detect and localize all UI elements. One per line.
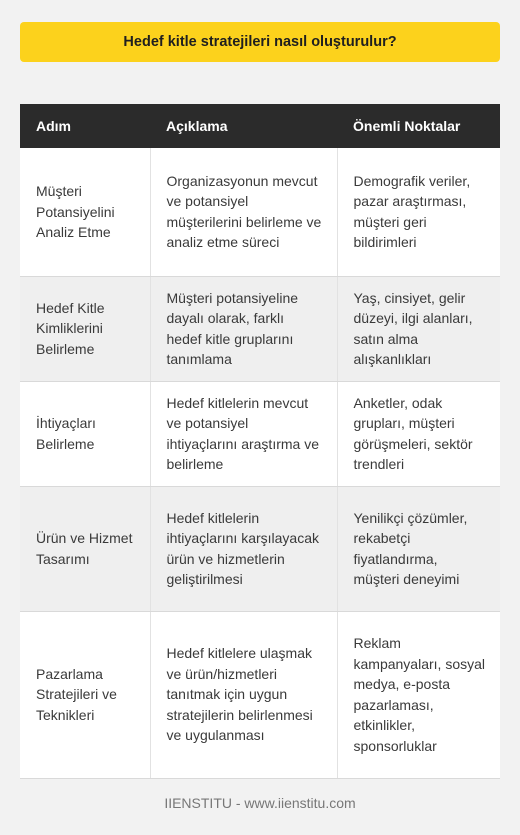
header-description: Açıklama bbox=[150, 104, 337, 148]
footer-credit: IIENSTITU - www.iienstitu.com bbox=[164, 795, 356, 811]
cell-step: Hedef Kitle Kimliklerini Belirleme bbox=[20, 276, 150, 381]
table-row bbox=[20, 148, 500, 276]
cell-description: Hedef kitlelerin mevcut ve potansiyel ihtiyaçlarını araştırma ve belirleme bbox=[150, 381, 337, 486]
cell-key-points: Yaş, cinsiyet, gelir düzeyi, ilgi alanları, satın alma alışkanlıkları bbox=[337, 276, 500, 381]
table-row bbox=[20, 276, 500, 381]
cell-key-points: Yenilikçi çözümler, rekabetçi fiyatlandırma, müşteri deneyimi bbox=[337, 486, 500, 611]
cell-description: Organizasyonun mevcut ve potansiyel müşterilerini belirleme ve analiz etme süreci bbox=[150, 148, 337, 276]
header-key-points: Önemli Noktalar bbox=[337, 104, 500, 148]
header-step: Adım bbox=[20, 104, 150, 148]
table-row bbox=[20, 381, 500, 486]
cell-step: Ürün ve Hizmet Tasarımı bbox=[20, 486, 150, 611]
cell-step: Müşteri Potansiyelini Analiz Etme bbox=[20, 148, 150, 276]
strategy-table bbox=[20, 104, 500, 779]
cell-key-points: Reklam kampanyaları, sosyal medya, e-posta pazarlaması, etkinlikler, sponsorluklar bbox=[337, 611, 500, 778]
page-title: Hedef kitle stratejileri nasıl oluşturulur? bbox=[20, 22, 500, 62]
table-row bbox=[20, 611, 500, 778]
cell-description: Hedef kitlelerin ihtiyaçlarını karşılayacak ürün ve hizmetlerin geliştirilmesi bbox=[150, 486, 337, 611]
table-row bbox=[20, 486, 500, 611]
table-header-row bbox=[20, 104, 500, 148]
cell-key-points: Anketler, odak grupları, müşteri görüşmeleri, sektör trendleri bbox=[337, 381, 500, 486]
cell-step: İhtiyaçları Belirleme bbox=[20, 381, 150, 486]
cell-step: Pazarlama Stratejileri ve Teknikleri bbox=[20, 611, 150, 778]
cell-description: Müşteri potansiyeline dayalı olarak, farklı hedef kitle gruplarını tanımlama bbox=[150, 276, 337, 381]
cell-description: Hedef kitlelere ulaşmak ve ürün/hizmetleri tanıtmak için uygun stratejilerin belirlenmesi ve uygulanması bbox=[150, 611, 337, 778]
cell-key-points: Demografik veriler, pazar araştırması, müşteri geri bildirimleri bbox=[337, 148, 500, 276]
